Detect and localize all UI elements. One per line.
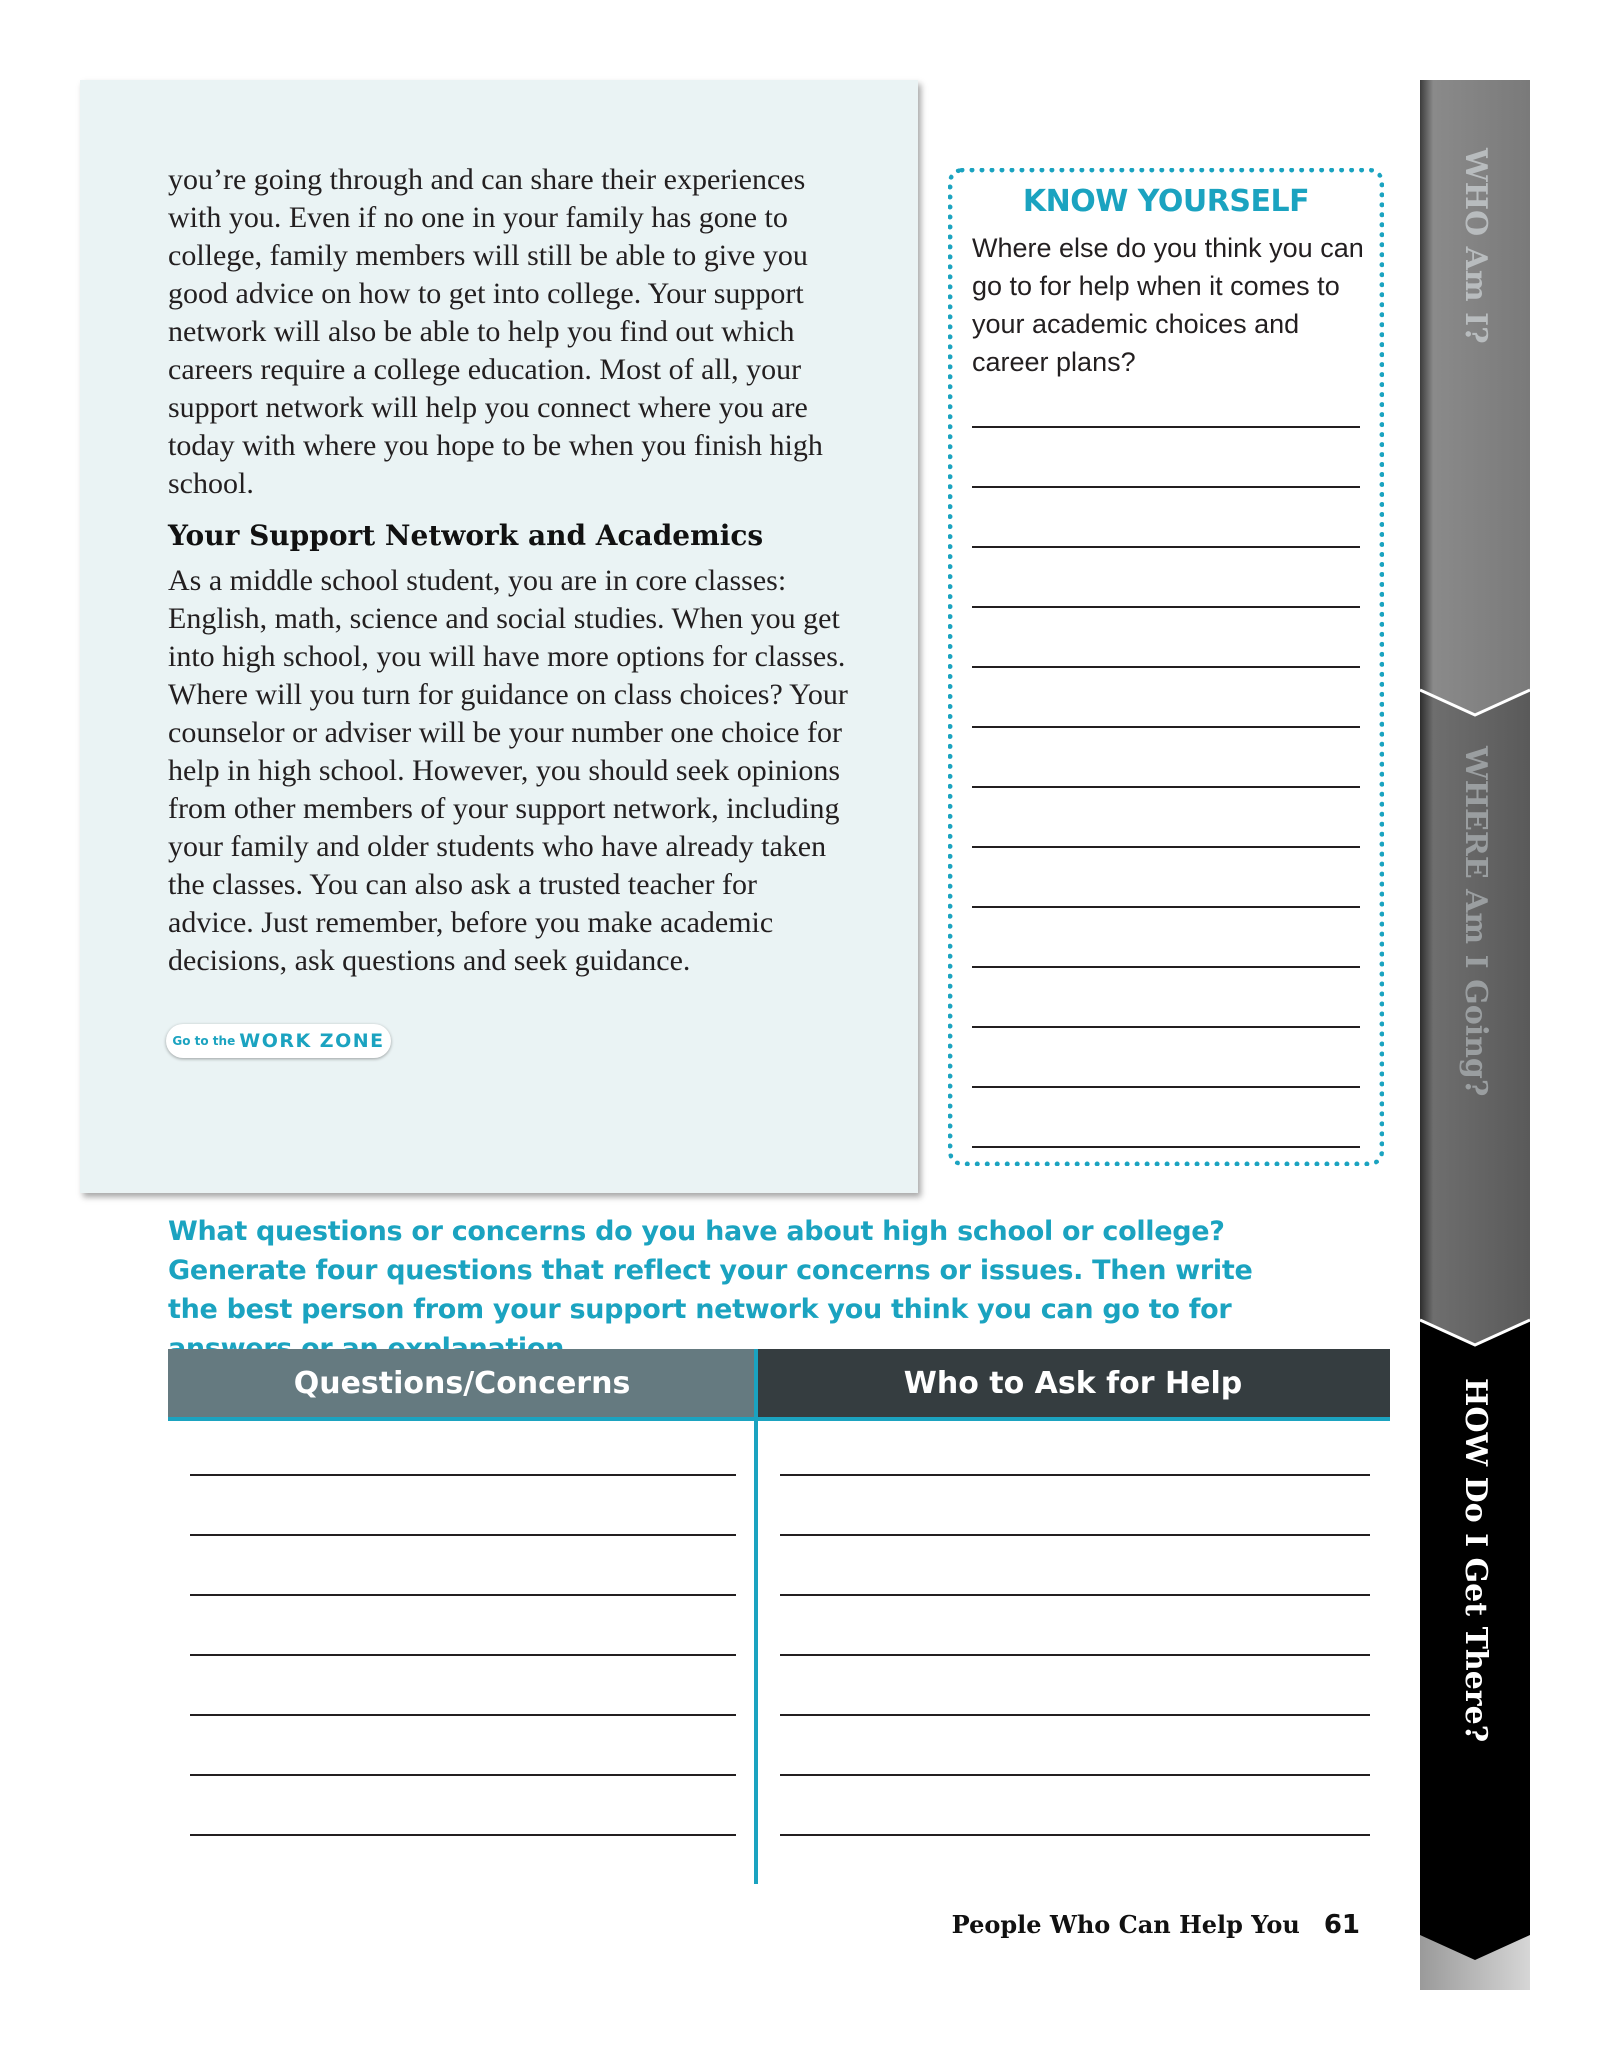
tab-label-who-am-i[interactable]: WHO Am I? (1458, 148, 1493, 344)
work-zone-prefix: Go to the (172, 1034, 236, 1048)
side-tab-strip (1420, 80, 1530, 1990)
work-zone-badge[interactable] (166, 1024, 391, 1058)
answer-line[interactable] (780, 1596, 1370, 1656)
know-yourself-prompt: Where else do you think you can go to for help when it comes to your academic choices and career plans? (972, 233, 1364, 377)
tab-label-where-am-i-going[interactable]: WHERE Am I Going? (1458, 746, 1493, 1097)
page-footer (940, 1910, 1360, 1940)
answer-line[interactable] (972, 848, 1360, 908)
answer-line[interactable] (972, 608, 1360, 668)
answer-line[interactable] (780, 1656, 1370, 1716)
tab-label-how-do-i-get-there[interactable]: HOW Do I Get There? (1458, 1378, 1493, 1743)
answer-line[interactable] (190, 1656, 736, 1716)
footer-section-title: People Who Can Help You (951, 1910, 1300, 1939)
table-header-who-to-ask: Who to Ask for Help (756, 1349, 1390, 1417)
answer-line[interactable] (190, 1476, 736, 1536)
table-header-questions: Questions/Concerns (168, 1349, 756, 1417)
page-number: 61 (1323, 1910, 1360, 1940)
work-zone-label: WORK ZONE (239, 1030, 385, 1052)
answer-line[interactable] (780, 1421, 1370, 1476)
answer-line[interactable] (190, 1776, 736, 1836)
answer-line[interactable] (190, 1716, 736, 1776)
body-paragraph-1: you’re going through and can share their experiences with you. Even if no one in your family has gone to college, family members will still be able to give you good advice on how to get into college. Your support network will also be able to help you find out which careers require a college education. Most of all, your support network will help you connect where you are today with where you hope to be when you finish high school. (168, 163, 823, 500)
questions-column-lines[interactable] (190, 1421, 736, 1836)
who-to-ask-column-lines[interactable] (780, 1421, 1370, 1836)
answer-line[interactable] (190, 1596, 736, 1656)
answer-line[interactable] (972, 968, 1360, 1028)
activity-instructions: What questions or concerns do you have about high school or college? Generate four questions that reflect your concerns or issues. Then write the best person from your support network you think you can go to for (168, 1216, 1253, 1325)
answer-line[interactable] (972, 668, 1360, 728)
answer-line[interactable] (972, 428, 1360, 488)
know-yourself-answer-lines[interactable] (972, 426, 1360, 1148)
answer-line[interactable] (190, 1536, 736, 1596)
questions-table (168, 1349, 1390, 1884)
answer-line[interactable] (972, 488, 1360, 548)
answer-line[interactable] (780, 1476, 1370, 1536)
section-subheading: Your Support Network and Academics (168, 519, 764, 552)
column-divider (754, 1349, 758, 1884)
answer-line[interactable] (972, 548, 1360, 608)
answer-line[interactable] (972, 788, 1360, 848)
answer-line[interactable] (780, 1716, 1370, 1776)
body-paragraph-2: As a middle school student, you are in core classes: English, math, science and social studies. When you get into high school, you will have more options for classes. Where will you turn for guidance on class choices? Your counselor or adviser will be your number one choice for help in high school. However, you should seek opinions from other members of your support network, including your family and older students who have already taken the classes. You can also ask a trusted teacher for advice. Just remember, before you make academic decisions, ask questions and seek guidance. (168, 564, 848, 977)
answer-line[interactable] (190, 1421, 736, 1476)
answer-line[interactable] (972, 908, 1360, 968)
know-yourself-title: KNOW YOURSELF (1022, 184, 1310, 219)
answer-line[interactable] (972, 1088, 1360, 1148)
answer-line[interactable] (780, 1536, 1370, 1596)
answer-line[interactable] (972, 728, 1360, 788)
answer-line[interactable] (780, 1776, 1370, 1836)
answer-line[interactable] (972, 1028, 1360, 1088)
